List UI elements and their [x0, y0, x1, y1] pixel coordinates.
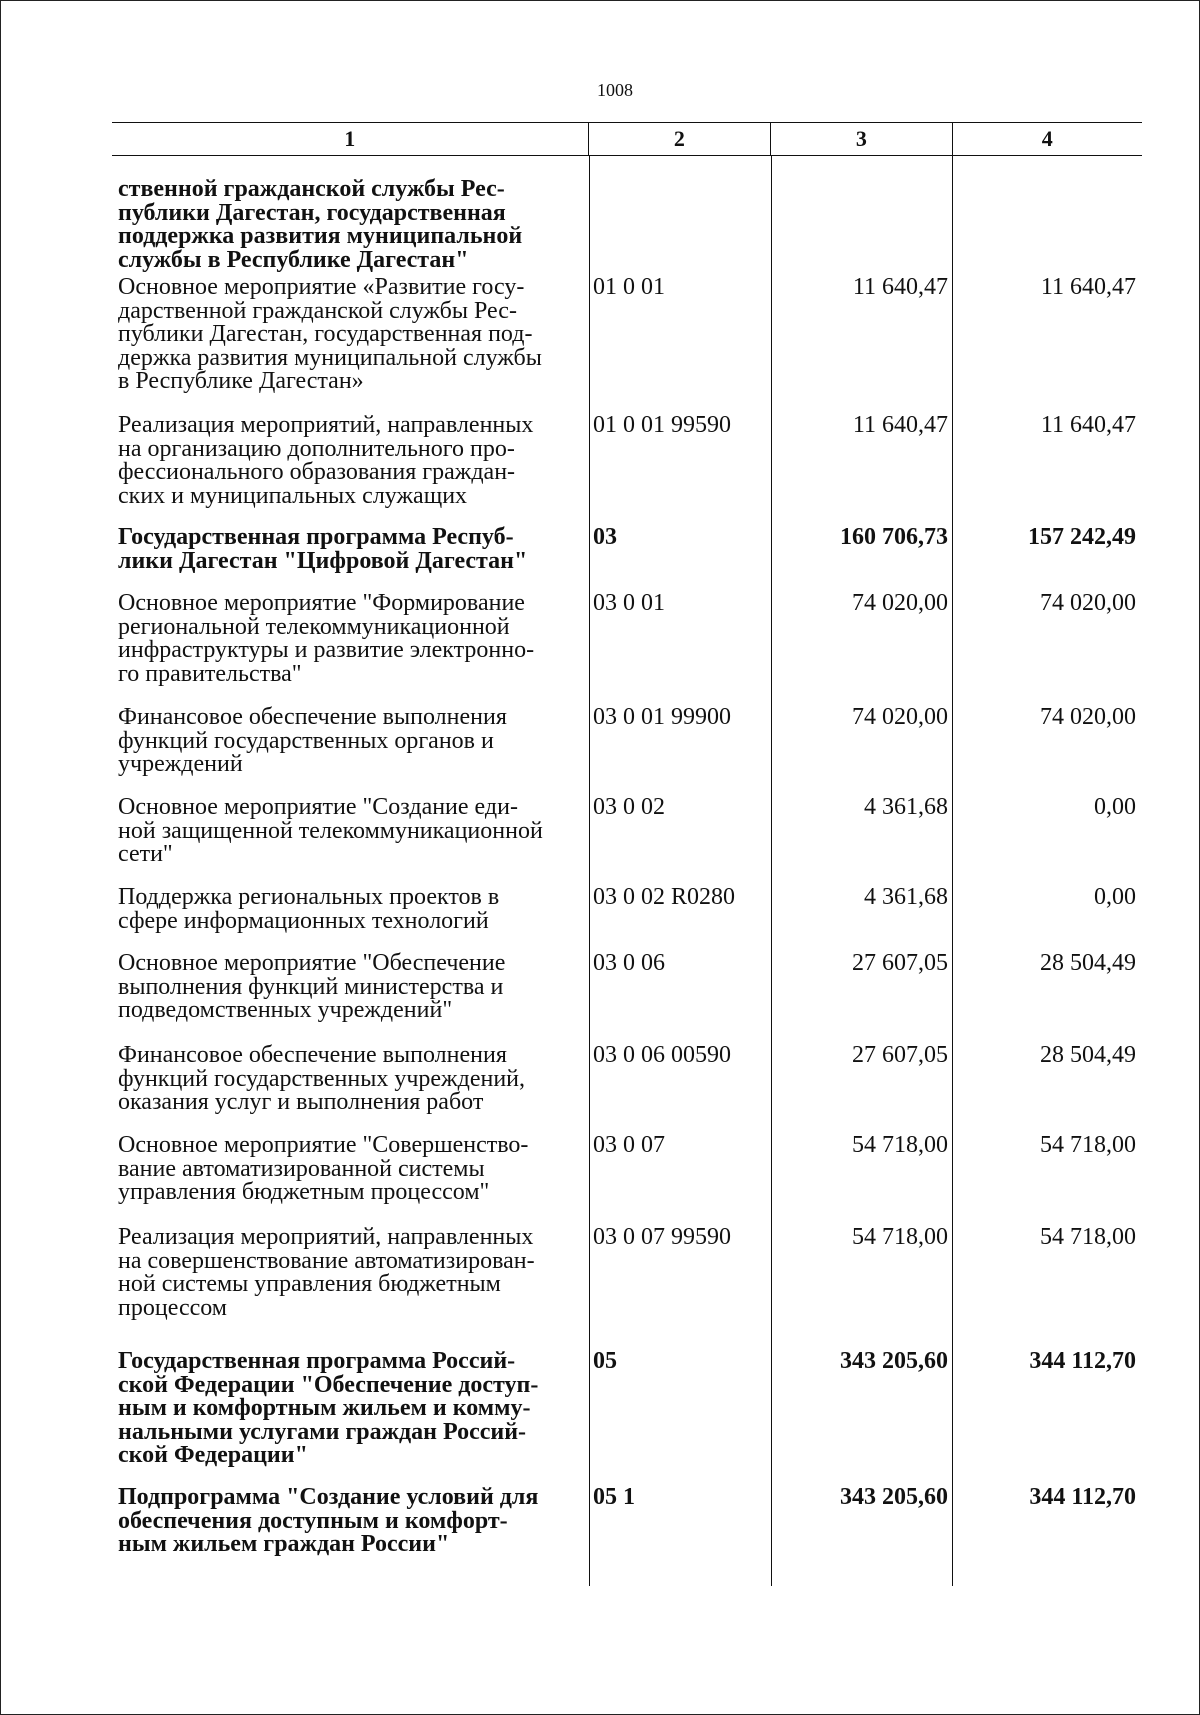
table-row [112, 1134, 1142, 1205]
table-header [112, 122, 1142, 156]
row-code: 03 0 02 [593, 794, 665, 820]
row-value-col3: 54 718,00 [852, 1224, 948, 1250]
row-value-col4: 0,00 [1094, 884, 1136, 910]
row-value-col3: 160 706,73 [840, 524, 948, 550]
row-value-col3 [771, 178, 952, 272]
row-value-col3: 74 020,00 [852, 704, 948, 730]
row-value-col4: 344 112,70 [1029, 1348, 1136, 1374]
row-value-col4: 28 504,49 [1040, 950, 1136, 976]
row-value-col3: 54 718,00 [852, 1132, 948, 1158]
table-row [112, 1486, 1142, 1557]
row-code: 03 [593, 524, 617, 550]
table-row [112, 592, 1142, 686]
row-code: 03 0 07 99590 [593, 1224, 731, 1250]
header-col-1: 1 [112, 123, 589, 155]
row-code: 03 0 06 [593, 950, 665, 976]
header-col-3: 3 [771, 123, 952, 155]
row-value-col4: 74 020,00 [1040, 704, 1136, 730]
row-code: 03 0 01 [593, 590, 665, 616]
row-value-col3: 27 607,05 [852, 1042, 948, 1068]
row-name: Поддержка региональных проектов в сфере информационных технологий [118, 884, 500, 934]
row-code: 05 [593, 1348, 617, 1374]
table-row [112, 178, 1142, 272]
table-row [112, 1226, 1142, 1320]
row-code: 01 0 01 [593, 274, 665, 300]
row-name: Государственная программа Респуб- лики Дагестан "Цифровой Дагестан" [118, 524, 528, 574]
row-code: 03 0 06 00590 [593, 1042, 731, 1068]
row-value-col4: 54 718,00 [1040, 1132, 1136, 1158]
row-name: Финансовое обеспечение выполнения функций государственных органов и учреждений [118, 704, 507, 777]
row-name: Основное мероприятие "Совершенство- вание автоматизированной системы управления бюджетным процессом" [118, 1132, 529, 1205]
row-value-col4: 74 020,00 [1040, 590, 1136, 616]
table-row [112, 1044, 1142, 1115]
row-value-col3: 11 640,47 [852, 274, 948, 300]
row-code: 03 0 07 [593, 1132, 665, 1158]
row-code [589, 178, 771, 272]
row-value-col4: 11 640,47 [1040, 274, 1136, 300]
row-name: Финансовое обеспечение выполнения функций государственных учреждений, оказания услуг и выполнения работ [118, 1042, 526, 1115]
row-value-col4: 54 718,00 [1040, 1224, 1136, 1250]
row-name: Основное мероприятие "Обеспечение выполнения функций министерства и подведомственных учреждений" [118, 950, 506, 1023]
table-row [112, 952, 1142, 1023]
table-row [112, 796, 1142, 867]
table-row [112, 276, 1142, 394]
table-row [112, 886, 1142, 933]
table-row [112, 706, 1142, 777]
row-name: ственной гражданской службы Рес- публики Дагестан, государственная поддержка развития муниципальной службы в Республике Дагестан" [118, 176, 523, 273]
row-code: 03 0 02 R0280 [593, 884, 736, 910]
header-col-4: 4 [1041, 126, 1053, 151]
row-name: Основное мероприятие "Создание еди- ной защищенной телекоммуникационной сети" [118, 794, 543, 867]
row-code: 05 1 [593, 1484, 635, 1510]
row-value-col3: 74 020,00 [852, 590, 948, 616]
budget-table [112, 122, 1142, 1557]
row-value-col4: 28 504,49 [1040, 1042, 1136, 1068]
row-name: Реализация мероприятий, направленных на совершенствование автоматизирован- ной системы управления бюджетным процессом [118, 1224, 535, 1321]
row-name: Государственная программа Россий- ской Федерации "Обеспечение доступ- ным и комфортным жильем и комму- нальными услугами граждан Россий- ской Федерации" [118, 1348, 539, 1468]
row-value-col3: 343 205,60 [840, 1484, 948, 1510]
row-name: Основное мероприятие «Развитие госу- дарственной гражданской службы Рес- публики Дагестан, государственная под- держка развития муниципальной службы в Республике Дагестан» [118, 274, 542, 394]
row-name: Реализация мероприятий, направленных на организацию дополнительного про- фессионального образования граждан- ских и муниципальных служащих [118, 412, 534, 509]
table-row [112, 414, 1142, 508]
row-value-col4: 11 640,47 [1040, 412, 1136, 438]
row-value-col3: 4 361,68 [864, 884, 948, 910]
table-row [112, 1350, 1142, 1468]
row-name: Основное мероприятие "Формирование региональной телекоммуникационной инфраструктуры и развитие электронно- го правительства" [118, 590, 535, 687]
row-value-col4 [952, 178, 1142, 272]
row-value-col3: 11 640,47 [852, 412, 948, 438]
page-number: 1008 [597, 80, 633, 100]
row-value-col3: 343 205,60 [840, 1348, 948, 1374]
table-row [112, 526, 1142, 573]
row-value-col3: 27 607,05 [852, 950, 948, 976]
row-code: 03 0 01 99900 [593, 704, 731, 730]
row-name: Подпрограмма "Создание условий для обеспечения доступным и комфорт- ным жильем граждан России" [118, 1484, 539, 1557]
row-value-col4: 157 242,49 [1028, 524, 1136, 550]
row-value-col4: 344 112,70 [1029, 1484, 1136, 1510]
row-code: 01 0 01 99590 [593, 412, 731, 438]
header-col-2: 2 [589, 123, 771, 155]
row-value-col3: 4 361,68 [864, 794, 948, 820]
row-value-col4: 0,00 [1094, 794, 1136, 820]
